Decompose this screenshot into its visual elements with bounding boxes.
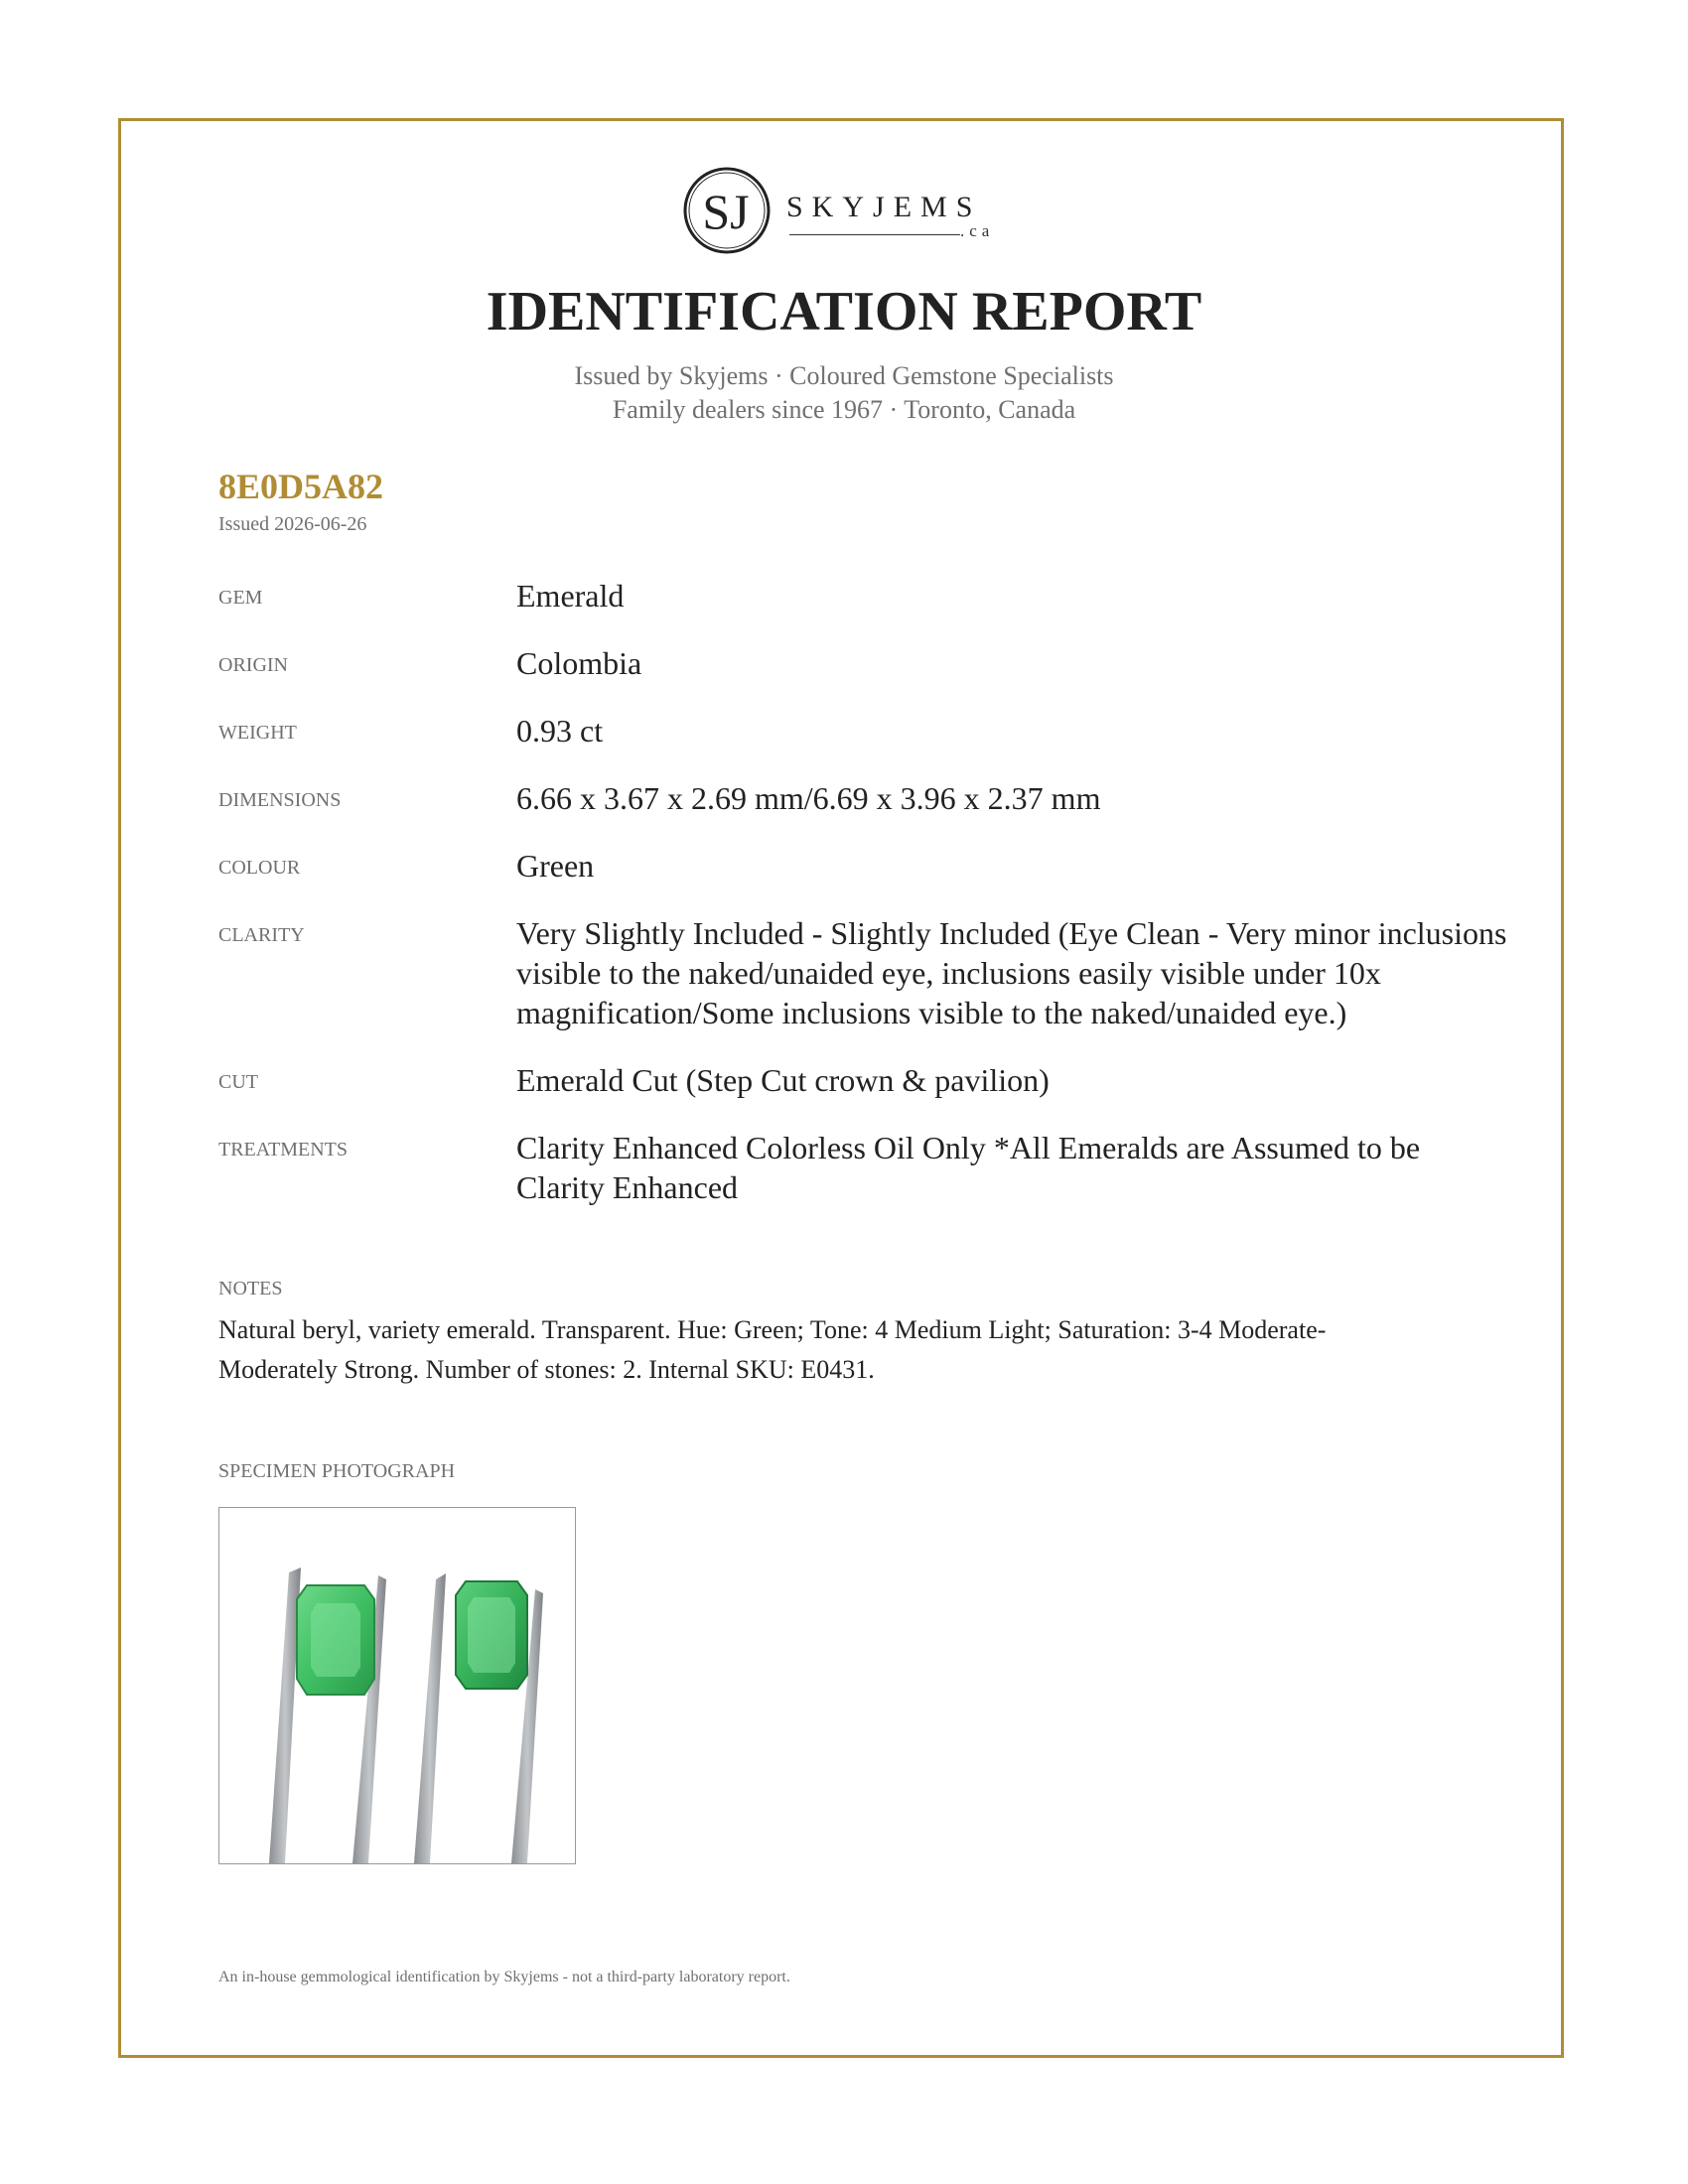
photo-label: SPECIMEN PHOTOGRAPH bbox=[218, 1460, 456, 1482]
brand-underline bbox=[789, 234, 960, 235]
field-label: CLARITY bbox=[218, 924, 305, 946]
issuer-line-2: Family dealers since 1967 · Toronto, Canada bbox=[612, 395, 1076, 424]
field-row-clarity bbox=[218, 913, 1509, 1032]
notes-label: NOTES bbox=[218, 1278, 283, 1299]
field-row-cut bbox=[218, 1060, 1509, 1100]
field-value: Emerald Cut (Step Cut crown & pavilion) bbox=[516, 1062, 1050, 1098]
tweezers-emerald-photo-icon bbox=[219, 1508, 575, 1863]
field-list bbox=[218, 576, 1509, 1235]
notes-text: Natural beryl, variety emerald. Transparent. Hue: Green; Tone: 4 Medium Light; Saturation: 3-4 Moderate-Moderately Strong. Number of stones: 2. Internal SKU: E0431. bbox=[218, 1315, 1327, 1384]
field-value: Clarity Enhanced Colorless Oil Only *All Emeralds are Assumed to be Clarity Enhanced bbox=[516, 1130, 1421, 1205]
field-row-dimensions bbox=[218, 778, 1509, 818]
field-value: Emerald bbox=[516, 578, 625, 614]
skyjems-logo bbox=[682, 164, 1010, 263]
field-row-origin bbox=[218, 643, 1509, 683]
issued-date: Issued 2026-06-26 bbox=[218, 513, 367, 535]
field-row-weight bbox=[218, 711, 1509, 751]
field-label: CUT bbox=[218, 1071, 258, 1093]
field-label: ORIGIN bbox=[218, 654, 288, 676]
report-id: 8E0D5A82 bbox=[218, 467, 384, 506]
field-row-gem bbox=[218, 576, 1509, 615]
field-value: 6.66 x 3.67 x 2.69 mm/6.69 x 3.96 x 2.37 mm bbox=[516, 780, 1101, 816]
specimen-photo bbox=[218, 1507, 576, 1864]
field-value: Very Slightly Included - Slightly Included (Eye Clean - Very minor inclusions visible to the naked/unaided eye, inclusions easily visible under 10x magnification/Some inclusions visible to the naked/unaided eye.) bbox=[516, 915, 1507, 1030]
field-value: Colombia bbox=[516, 645, 642, 681]
footer-disclaimer: An in-house gemmological identification by Skyjems - not a third-party laboratory report. bbox=[218, 1969, 790, 1985]
field-label: TREATMENTS bbox=[218, 1139, 348, 1160]
page-title: IDENTIFICATION REPORT bbox=[486, 281, 1202, 342]
field-label: DIMENSIONS bbox=[218, 789, 342, 811]
field-value: 0.93 ct bbox=[516, 713, 604, 749]
field-label: COLOUR bbox=[218, 857, 301, 879]
brand-tld: .ca bbox=[960, 221, 995, 240]
issuer-line-1: Issued by Skyjems · Coloured Gemstone Specialists bbox=[574, 361, 1114, 390]
monogram-text: SJ bbox=[702, 184, 750, 239]
field-row-colour bbox=[218, 846, 1509, 886]
monogram-logo-icon bbox=[682, 166, 772, 255]
field-value: Green bbox=[516, 848, 595, 884]
field-row-treatments bbox=[218, 1128, 1509, 1207]
brand-name: SKYJEMS bbox=[786, 191, 982, 223]
field-label: WEIGHT bbox=[218, 722, 297, 744]
field-label: GEM bbox=[218, 587, 263, 609]
